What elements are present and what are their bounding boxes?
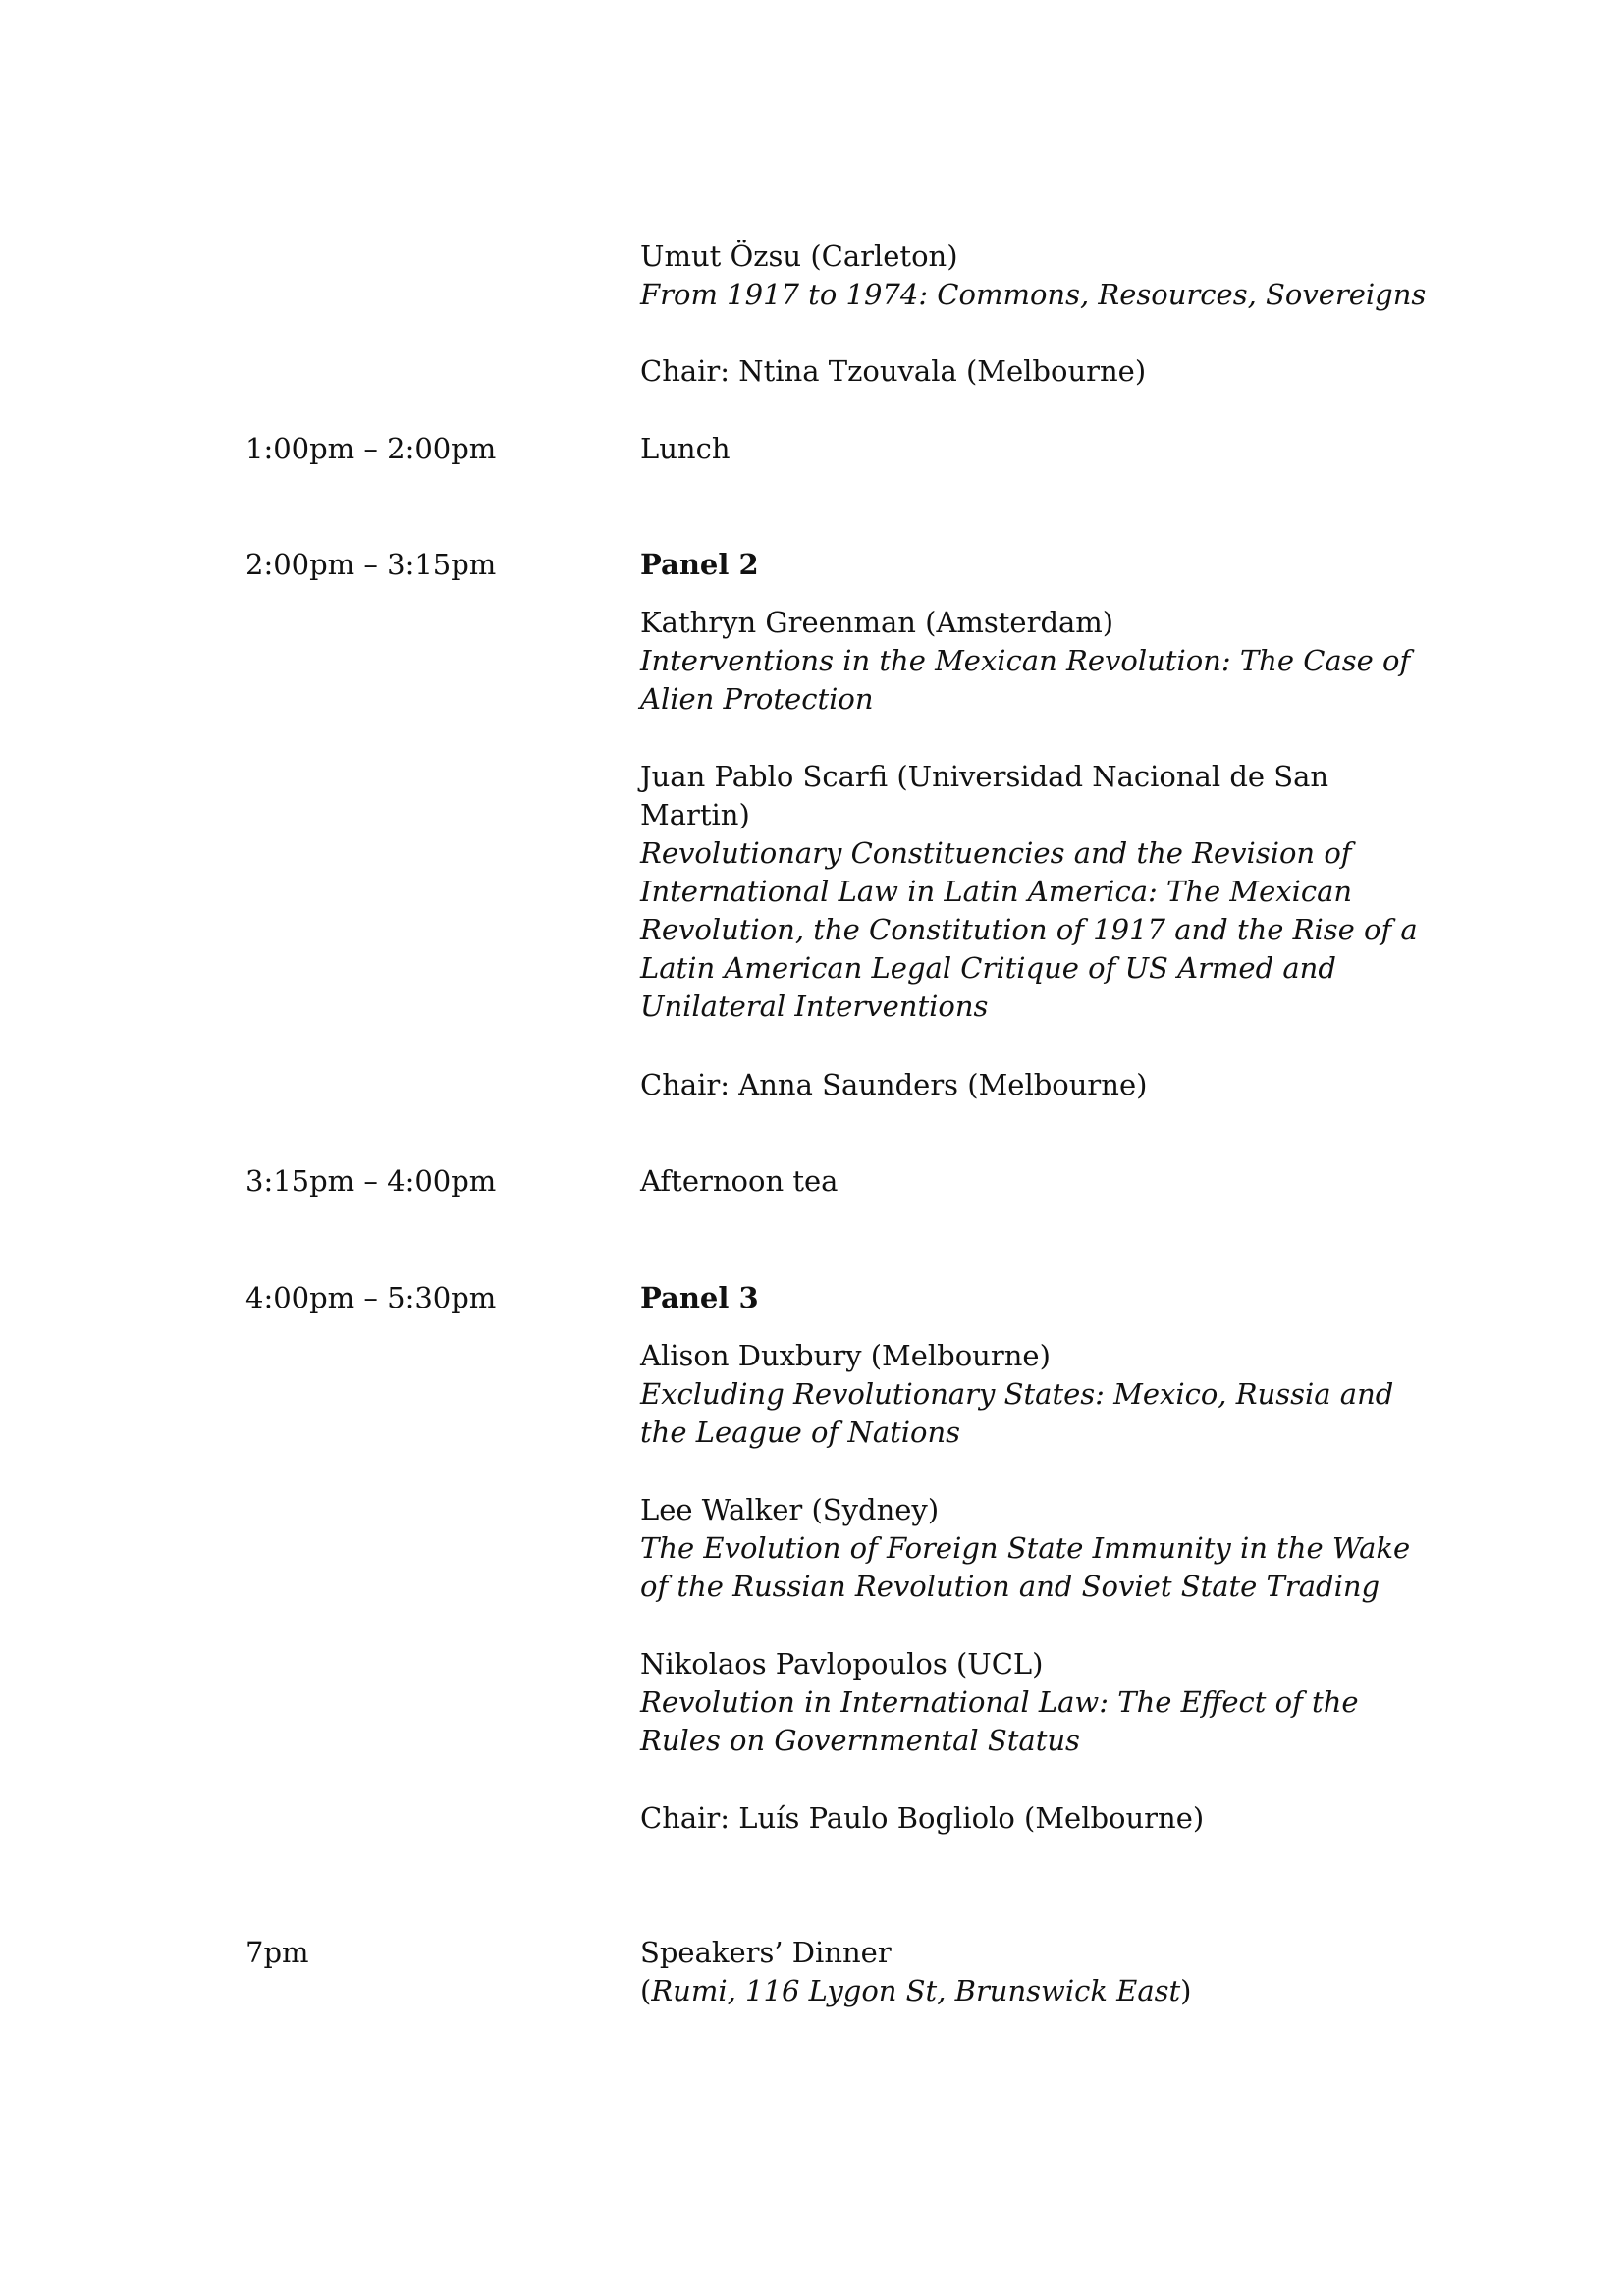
dinner-venue: (Rumi, 116 Lygon St, Brunswick East) xyxy=(640,1974,1192,2007)
dinner-time: 7pm xyxy=(245,1936,309,1969)
panel2-chair xyxy=(640,1066,1386,1104)
chair-name: Chair: Ntina Tzouvala (Melbourne) xyxy=(640,354,1147,388)
talk-title-line: Unilateral Interventions xyxy=(640,989,989,1023)
speaker-name: Kathryn Greenman (Amsterdam) xyxy=(640,606,1114,639)
talk-title-line: Revolutionary Constituencies and the Revision of xyxy=(640,836,1352,870)
continuation-chair xyxy=(640,352,1386,391)
speaker-name-line: Juan Pablo Scarfi (Universidad Nacional de San xyxy=(640,760,1329,793)
panel3-time: 4:00pm – 5:30pm xyxy=(245,1281,497,1314)
talk-title-line: Alien Protection xyxy=(640,682,874,716)
panel2-time: 2:00pm – 3:15pm xyxy=(245,548,497,581)
talk-title-line: Rules on Governmental Status xyxy=(640,1724,1080,1757)
panel3-talk-2 xyxy=(640,1491,1411,1606)
talk-title-line: Latin American Legal Critique of US Armed and xyxy=(640,951,1336,985)
venue-address: Rumi, 116 Lygon St, Brunswick East xyxy=(651,1974,1181,2007)
dinner-entry xyxy=(640,1934,1386,2010)
panel2-talk-1 xyxy=(640,604,1411,719)
speaker-name: Alison Duxbury (Melbourne) xyxy=(640,1339,1051,1372)
talk-title-line: International Law in Latin America: The Mexican xyxy=(640,875,1353,908)
talk-title: From 1917 to 1974: Commons, Resources, Sovereigns xyxy=(640,278,1427,311)
talk-title-line: Excluding Revolutionary States: Mexico, Russia and xyxy=(640,1377,1394,1411)
tea-label: Afternoon tea xyxy=(640,1164,839,1198)
speaker-name-line: Martin) xyxy=(640,798,750,831)
panel3-chair xyxy=(640,1799,1386,1838)
panel2-talk-2 xyxy=(640,758,1418,1026)
panel3-talk-1 xyxy=(640,1337,1394,1452)
panel3-heading: Panel 3 xyxy=(640,1281,759,1314)
panel3-talk-3 xyxy=(640,1645,1386,1760)
speaker-name: Lee Walker (Sydney) xyxy=(640,1493,940,1526)
panel2-heading: Panel 2 xyxy=(640,548,759,581)
talk-title-line: of the Russian Revolution and Soviet State Trading xyxy=(640,1570,1380,1603)
chair-name: Chair: Anna Saunders (Melbourne) xyxy=(640,1068,1148,1101)
talk-title-line: Revolution, the Constitution of 1917 and the Rise of a xyxy=(640,913,1418,946)
chair-name: Chair: Luís Paulo Bogliolo (Melbourne) xyxy=(640,1801,1205,1835)
speaker-name: Nikolaos Pavlopoulos (UCL) xyxy=(640,1647,1044,1681)
lunch-label: Lunch xyxy=(640,432,731,465)
talk-title-line: the League of Nations xyxy=(640,1415,961,1449)
dinner-label: Speakers’ Dinner xyxy=(640,1936,892,1969)
talk-title-line: Revolution in International Law: The Effect of the xyxy=(640,1685,1359,1719)
lunch-time: 1:00pm – 2:00pm xyxy=(245,432,497,465)
talk-title-line: The Evolution of Foreign State Immunity in the Wake xyxy=(640,1531,1411,1565)
speaker-name: Umut Özsu (Carleton) xyxy=(640,240,958,273)
continuation-entry xyxy=(640,238,1427,314)
talk-title-line: Interventions in the Mexican Revolution: The Case of xyxy=(640,644,1411,677)
tea-time: 3:15pm – 4:00pm xyxy=(245,1164,497,1198)
